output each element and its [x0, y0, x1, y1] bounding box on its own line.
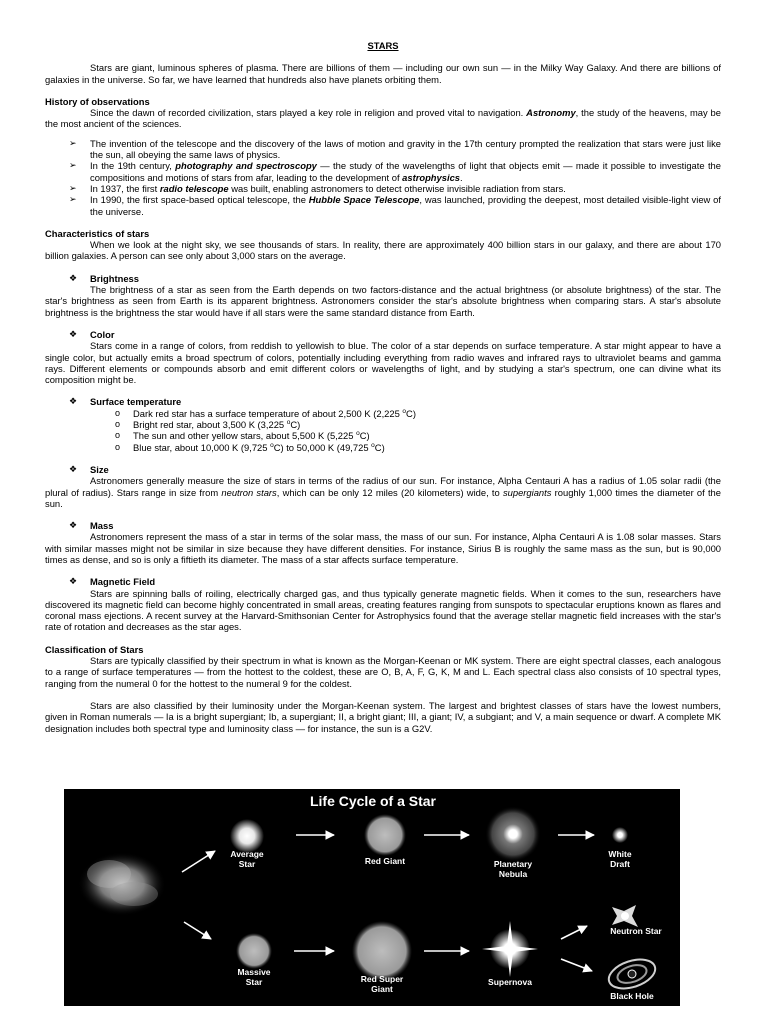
stellar-nebula-image — [78, 852, 166, 916]
red-giant-image — [364, 814, 406, 856]
life-cycle-diagram — [64, 789, 680, 1006]
life-cycle-figure — [64, 789, 680, 1006]
classification-paragraph-1: Stars are typically classified by their spectrum in what is known as the Morgan-Keenan or MK system. There are eight spectral classes, each analogous to a range of surface temperatures — from the hottest to the coldest, these are O, B, A, F, G, K, M and L. Each spectral class also consists of 10 spectral types, ranging from the numeral 0 for the hottest to the numeral 9 for the coldest. — [45, 655, 721, 689]
diamond-bullet-icon: ❖ — [69, 272, 78, 283]
brightness-heading: ❖ Brightness — [69, 272, 139, 284]
diamond-bullet-icon: ❖ — [69, 463, 78, 474]
temperature-list — [45, 408, 721, 453]
page-title: STARS — [367, 40, 399, 51]
average-star-label: Average — [230, 849, 264, 859]
brightness-paragraph: The brightness of a star as seen from the Earth depends on two factors-distance and the actual brightness (or absolute brightness) of the star. The star's brightness as seen from Earth is its apparent brightness. Astronomers consider the star's absolute brightness when comparing stars. A star's absolute brightness is the brightness the star would have if all stars were the same standard distance from Earth. — [45, 284, 721, 318]
red-super-giant-label: Red Super — [360, 974, 404, 984]
white-dwarf-label: White — [608, 849, 632, 859]
temperature-item: o Dark red star has a surface temperature of about 2,500 K (2,225 $^o$C) — [115, 407, 416, 419]
circle-bullet-icon: o — [115, 441, 121, 452]
temperature-item: o Blue star, about 10,000 K (9,725 $^o$C) to 50,000 K (49,725 $^o$C) — [115, 441, 385, 453]
history-bullet: ➢ In 1937, the first radio telescope was built, enabling astronomers to detect otherwise invisible radiation from stars. — [69, 182, 566, 194]
white-dwarf-image — [612, 827, 628, 843]
white-dwarf-label: Draft — [610, 859, 630, 869]
red-super-giant-image — [352, 921, 412, 981]
red-giant-label: Red Giant — [364, 856, 406, 866]
size-paragraph: Astronomers generally measure the size of stars in terms of the radius of our sun. For instance, Alpha Centauri A has a radius of 1.05 solar radii (the plural of radius). Stars range in size from neutron stars, which can be only 12 miles (20 kilometers) wide, to supergiants roughly 1,000 times the diameter of the sun. — [45, 475, 721, 509]
diamond-bullet-icon: ❖ — [69, 520, 78, 531]
arrow-icon — [561, 926, 587, 939]
history-bullet: ➢ In 1990, the first space-based optical telescope, the Hubble Space Telescope, was launched, providing the deepest, most detailed visible-light view of the universe. — [69, 194, 721, 217]
history-heading: History of observations — [45, 95, 150, 107]
history-bullet-list — [45, 138, 721, 217]
circle-bullet-icon: o — [115, 407, 121, 418]
mass-paragraph: Astronomers represent the mass of a star in terms of the solar mass, the mass of our sun. For instance, Alpha Centauri A is 1.08 solar masses. Stars with similar masses might not be similar in size because they have different densities. For instance, Sirius B is roughly the same mass as the sun, but is 90,000 times as dense, and so is only a fiftieth its diameter. The mass of a star affects surface temperature. — [45, 531, 721, 565]
characteristics-paragraph: When we look at the night sky, we see thousands of stars. In reality, there are approximately 400 billion stars in our galaxy, and there are about 170 billion galaxies. A person can see only about 3,000 stars on the average. — [45, 239, 721, 262]
diamond-bullet-icon: ❖ — [69, 328, 78, 339]
massive-star-label: Star — [245, 977, 263, 987]
black-hole-image — [605, 954, 659, 994]
planetary-nebula-label: Planetary — [493, 859, 533, 869]
supernova-image — [482, 921, 538, 977]
black-hole-label: Black Hole — [610, 991, 654, 1001]
circle-bullet-icon: o — [115, 430, 121, 441]
color-paragraph: Stars come in a range of colors, from reddish to yellowish to blue. The color of a star depends on surface temperature. A star might appear to have a single color, but actually emits a broad spectrum of colors, potentially including everything from radio waves and infrared rays to ultraviolet beams and gamma rays. Different elements or compounds absorb and emit different colors or wavelengths of light, and by studying a star's spectrum, one can divine what its composition might be. — [45, 340, 721, 386]
planetary-nebula-image — [485, 806, 541, 862]
arrow-icon — [182, 851, 215, 872]
history-paragraph: Since the dawn of recorded civilization, stars played a key role in religion and proved vital to navigation. Astronomy, the study of the heavens, may be the most ancient of the sciences. — [45, 107, 721, 130]
average-star-image — [230, 819, 264, 853]
mass-heading: ❖ Mass — [69, 520, 114, 532]
supernova-label: Supernova — [488, 977, 532, 987]
arrow-bullet-icon: ➢ — [69, 137, 77, 148]
arrow-icon — [184, 922, 211, 939]
planetary-nebula-label: Nebula — [498, 869, 528, 879]
magnetic-field-paragraph: Stars are spinning balls of roiling, electrically charged gas, and thus typically generate magnetic fields. When it comes to the sun, researchers have discovered its magnetic field can become highly concentrated in small areas, creating features ranging from sunspots to spectacular eruptions known as flares and coronal mass ejections. A recent survey at the Harvard-Smithsonian Center for Astrophysics found that the average stellar magnetic field increases with the star's rate of rotation and decreases as the star ages. — [45, 587, 721, 633]
circle-bullet-icon: o — [115, 419, 121, 430]
intro-paragraph: Stars are giant, luminous spheres of plasma. There are billions of them — including our own sun — in the Milky Way Galaxy. And there are billions of galaxies in the universe. So far, we have learned that hundreds also have planets orbiting them. — [45, 62, 721, 85]
history-bullet: ➢ In the 19th century, photography and spectroscopy — the study of the wavelengths of light that objects emit — made it possible to investigate the compositions and motions of stars from afar, leading to the development of astrophysics. — [69, 160, 721, 183]
magnetic-field-heading: ❖ Magnetic Field — [69, 576, 156, 588]
classification-heading: Classification of Stars — [45, 643, 144, 655]
arrow-icon — [561, 959, 592, 971]
size-heading: ❖ Size — [69, 463, 109, 475]
diamond-bullet-icon: ❖ — [69, 396, 78, 407]
arrow-bullet-icon: ➢ — [69, 194, 77, 205]
red-super-giant-label: Giant — [371, 984, 393, 994]
color-heading: ❖ Color — [69, 328, 115, 340]
temperature-item: o The sun and other yellow stars, about 5,500 K (5,225 $^o$C) — [115, 430, 370, 442]
massive-star-image — [236, 933, 272, 969]
document-page — [45, 40, 721, 734]
temperature-item: o Bright red star, about 3,500 K (3,225 $^o$C) — [115, 418, 301, 431]
figure-title: Life Cycle of a Star — [309, 793, 437, 809]
characteristics-heading: Characteristics of stars — [45, 227, 150, 239]
massive-star-label: Massive — [237, 967, 271, 977]
surface-temperature-heading: ❖ Surface temperature — [69, 396, 182, 408]
neutron-star-image — [612, 905, 638, 927]
diamond-bullet-icon: ❖ — [69, 576, 78, 587]
neutron-star-label: Neutron Star — [610, 926, 662, 936]
history-bullet: ➢ The invention of the telescope and the discovery of the laws of motion and gravity in the 17th century prompted the realization that stars were just like the sun, all obeying the same laws of physics. — [69, 137, 721, 161]
average-star-label: Star — [238, 859, 256, 869]
arrow-bullet-icon: ➢ — [69, 160, 77, 171]
classification-paragraph-2: Stars are also classified by their luminosity under the Morgan-Keenan system. The largest and brightest classes of stars have the lowest numbers, given in Roman numerals — Ia is a bright supergiant; Ib, a supergiant; II, a bright giant; III, a giant; IV, a subgiant; and V, a main sequence or dwarf. A complete MK designation includes both spectral type and luminosity class — for instance, the sun is a G2V. — [45, 699, 721, 734]
arrow-bullet-icon: ➢ — [69, 182, 77, 193]
